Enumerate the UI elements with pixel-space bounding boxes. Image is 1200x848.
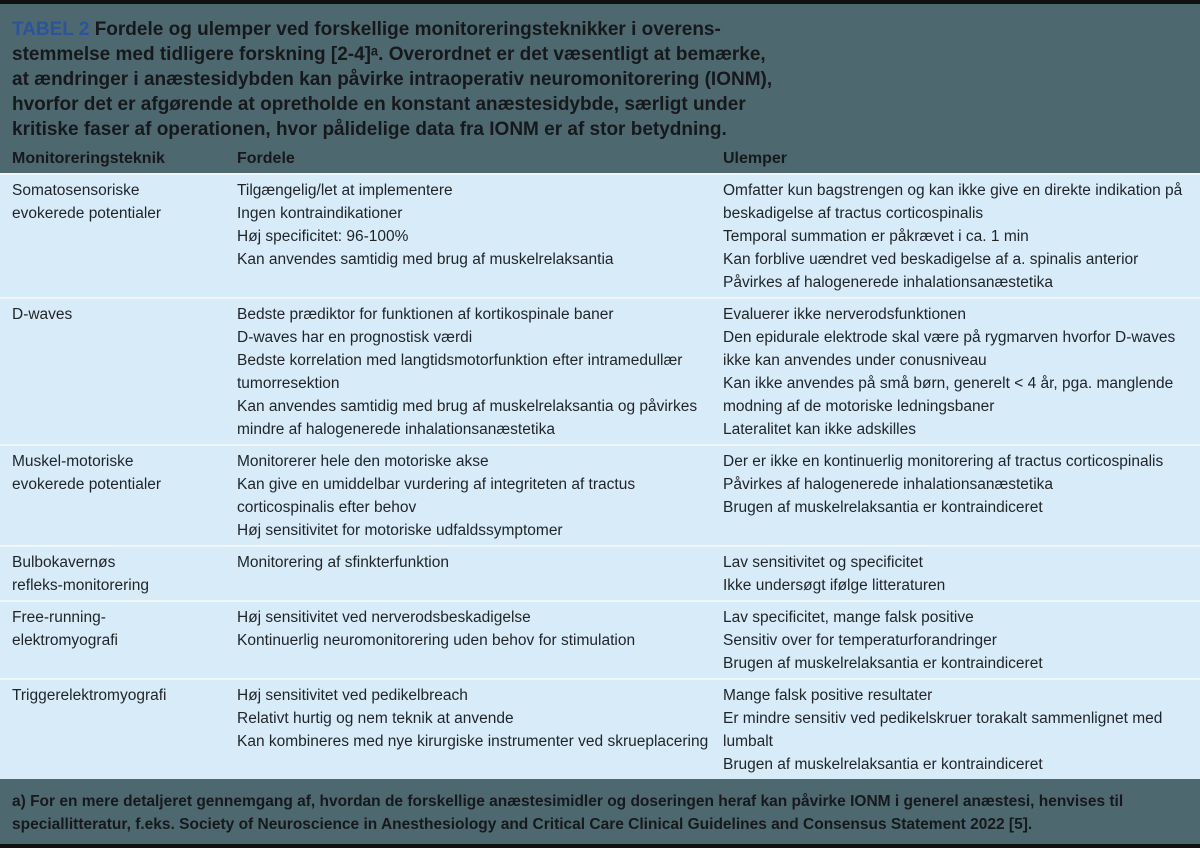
fordele-item: Monitorerer hele den motoriske akse [237, 453, 489, 470]
fordele-item: Høj sensitivitet ved nerverodsbeskadigelse [237, 609, 531, 626]
fordele-item: Ingen kontraindikationer [237, 205, 403, 222]
ulemper-item: Der er ikke en kontinuerlig monitorering af tractus corticospinalis [723, 453, 1164, 470]
ulemper-item: Kan forblive uændret ved beskadigelse af a. spinalis anterior [723, 251, 1139, 268]
ulemper-item: Lav sensitivitet og specificitet [723, 554, 923, 571]
ulemper-item: Påvirkes af halogenerede inhalationsanæstetika [723, 274, 1054, 291]
ulemper-cell [723, 602, 1200, 678]
fordele-item: Kan kombineres med nye kirurgiske instrumenter ved skrueplacering [237, 733, 709, 750]
ulemper-item: Påvirkes af halogenerede inhalationsanæstetika [723, 476, 1054, 493]
column-header-fordele: Fordele [237, 149, 295, 167]
technique-name-line: Somatosensoriske [12, 182, 140, 199]
technique-cell [0, 680, 237, 779]
fordele-item: Bedste prædiktor for funktionen af kortikospinale baner [237, 306, 614, 323]
table-title-line: kritiske faser af operationen, hvor pålidelige data fra IONM er af stor betydning. [12, 119, 727, 140]
column-header-ulemper: Ulemper [723, 149, 788, 167]
technique-cell [0, 547, 237, 600]
fordele-item: Bedste korrelation med langtidsmotorfunktion efter intramedullær tumorresektion [237, 352, 683, 392]
fordele-item: Monitorering af sfinkterfunktion [237, 554, 449, 571]
fordele-item: Høj sensitivitet ved pedikelbreach [237, 687, 468, 704]
ulemper-item: Temporal summation er påkrævet i ca. 1 min [723, 228, 1029, 245]
table-row [0, 297, 1200, 444]
ulemper-cell [723, 446, 1200, 545]
technique-name-line: evokerede potentialer [12, 476, 162, 493]
ulemper-item: Mange falsk positive resultater [723, 687, 933, 704]
table-footnote: a) For en mere detaljeret gennemgang af, hvordan de forskellige anæstesimidler og doseringen heraf kan påvirke IONM i generel anæstesi, henvises til speciallitteratur, f.eks. Society of Neuroscience in Anesthesiology and Critical Care Clinical Guidelines and Consensus Statement 2022 [5]. [12, 793, 1124, 833]
fordele-cell [237, 602, 723, 678]
table-caption-band [0, 4, 1200, 144]
technique-cell [0, 602, 237, 678]
ulemper-item: Brugen af muskelrelaksantia er kontraindiceret [723, 655, 1043, 672]
table-title-line: at ændringer i anæstesidybden kan påvirke intraoperativ neuromonitorering (IONM), [12, 69, 773, 90]
ulemper-item: Omfatter kun bagstrengen og kan ikke give en direkte indikation på beskadigelse af tractus corticospinalis [723, 182, 1183, 222]
table-number-label: TABEL 2 [12, 19, 95, 40]
fordele-item: Kontinuerlig neuromonitorering uden behov for stimulation [237, 632, 636, 649]
ulemper-item: Kan ikke anvendes på små børn, generelt < 4 år, pga. manglende modning af de motoriske ledningsbaner [723, 375, 1174, 415]
table-title-line: TABEL 2 Fordele og ulemper ved forskellige monitoreringsteknikker i overens- [12, 19, 721, 40]
table-body [0, 173, 1200, 779]
ulemper-cell [723, 680, 1200, 779]
fordele-cell [237, 299, 723, 444]
technique-name-line: Free-running- [12, 609, 106, 626]
column-header-monitoreringsteknik: Monitoreringsteknik [12, 149, 165, 167]
technique-name-line: Bulbokavernøs [12, 554, 116, 571]
ulemper-item: Er mindre sensitiv ved pedikelskruer torakalt sammenlignet med lumbalt [723, 710, 1163, 750]
technique-cell [0, 299, 237, 444]
table-row [0, 600, 1200, 678]
table-row [0, 444, 1200, 545]
fordele-item: Relativt hurtig og nem teknik at anvende [237, 710, 514, 727]
fordele-item: Kan anvendes samtidig med brug af muskelrelaksantia og påvirkes mindre af halogenerede inhalationsanæstetika [237, 398, 698, 438]
ulemper-item: Lateralitet kan ikke adskilles [723, 421, 916, 438]
fordele-item: Kan give en umiddelbar vurdering af integriteten af tractus corticospinalis efter behov [237, 476, 636, 516]
fordele-item: Høj specificitet: 96-100% [237, 228, 409, 245]
fordele-item: Høj sensitivitet for motoriske udfaldssymptomer [237, 522, 563, 539]
table-header-row [0, 144, 1200, 173]
ulemper-item: Ikke undersøgt ifølge litteraturen [723, 577, 946, 594]
ulemper-item: Brugen af muskelrelaksantia er kontraindiceret [723, 499, 1043, 516]
ulemper-item: Evaluerer ikke nerverodsfunktionen [723, 306, 966, 323]
table-row [0, 545, 1200, 600]
fordele-cell [237, 175, 723, 297]
fordele-item: D-waves har en prognostisk værdi [237, 329, 473, 346]
fordele-cell [237, 547, 723, 600]
ulemper-item: Lav specificitet, mange falsk positive [723, 609, 974, 626]
table-title [12, 17, 832, 142]
ulemper-cell [723, 547, 1200, 600]
table-footnote-band [0, 779, 1200, 844]
table-row [0, 678, 1200, 779]
table-title-line: hvorfor det er afgørende at opretholde en konstant anæstesidybde, særligt under [12, 94, 746, 115]
fordele-item: Kan anvendes samtidig med brug af muskelrelaksantia [237, 251, 614, 268]
ulemper-item: Sensitiv over for temperaturforandringer [723, 632, 997, 649]
fordele-cell [237, 680, 723, 779]
technique-name-line: Muskel-motoriske [12, 453, 134, 470]
technique-cell [0, 446, 237, 545]
technique-name-line: refleks-monitorering [12, 577, 149, 594]
technique-name-line: D-waves [12, 306, 73, 323]
technique-name-line: evokerede potentialer [12, 205, 162, 222]
ulemper-item: Brugen af muskelrelaksantia er kontraindiceret [723, 756, 1043, 773]
ulemper-item: Den epidurale elektrode skal være på rygmarven hvorfor D-waves ikke kan anvendes under conusniveau [723, 329, 1176, 369]
ulemper-cell [723, 175, 1200, 297]
table-title-line: stemmelse med tidligere forskning [2-4]ᵃ. Overordnet er det væsentligt at bemærke, [12, 44, 766, 65]
technique-name-line: Triggerelektromyografi [12, 687, 167, 704]
fordele-item: Tilgængelig/let at implementere [237, 182, 453, 199]
technique-cell [0, 175, 237, 297]
fordele-cell [237, 446, 723, 545]
ulemper-cell [723, 299, 1200, 444]
technique-name-line: elektromyografi [12, 632, 118, 649]
table-row [0, 173, 1200, 297]
